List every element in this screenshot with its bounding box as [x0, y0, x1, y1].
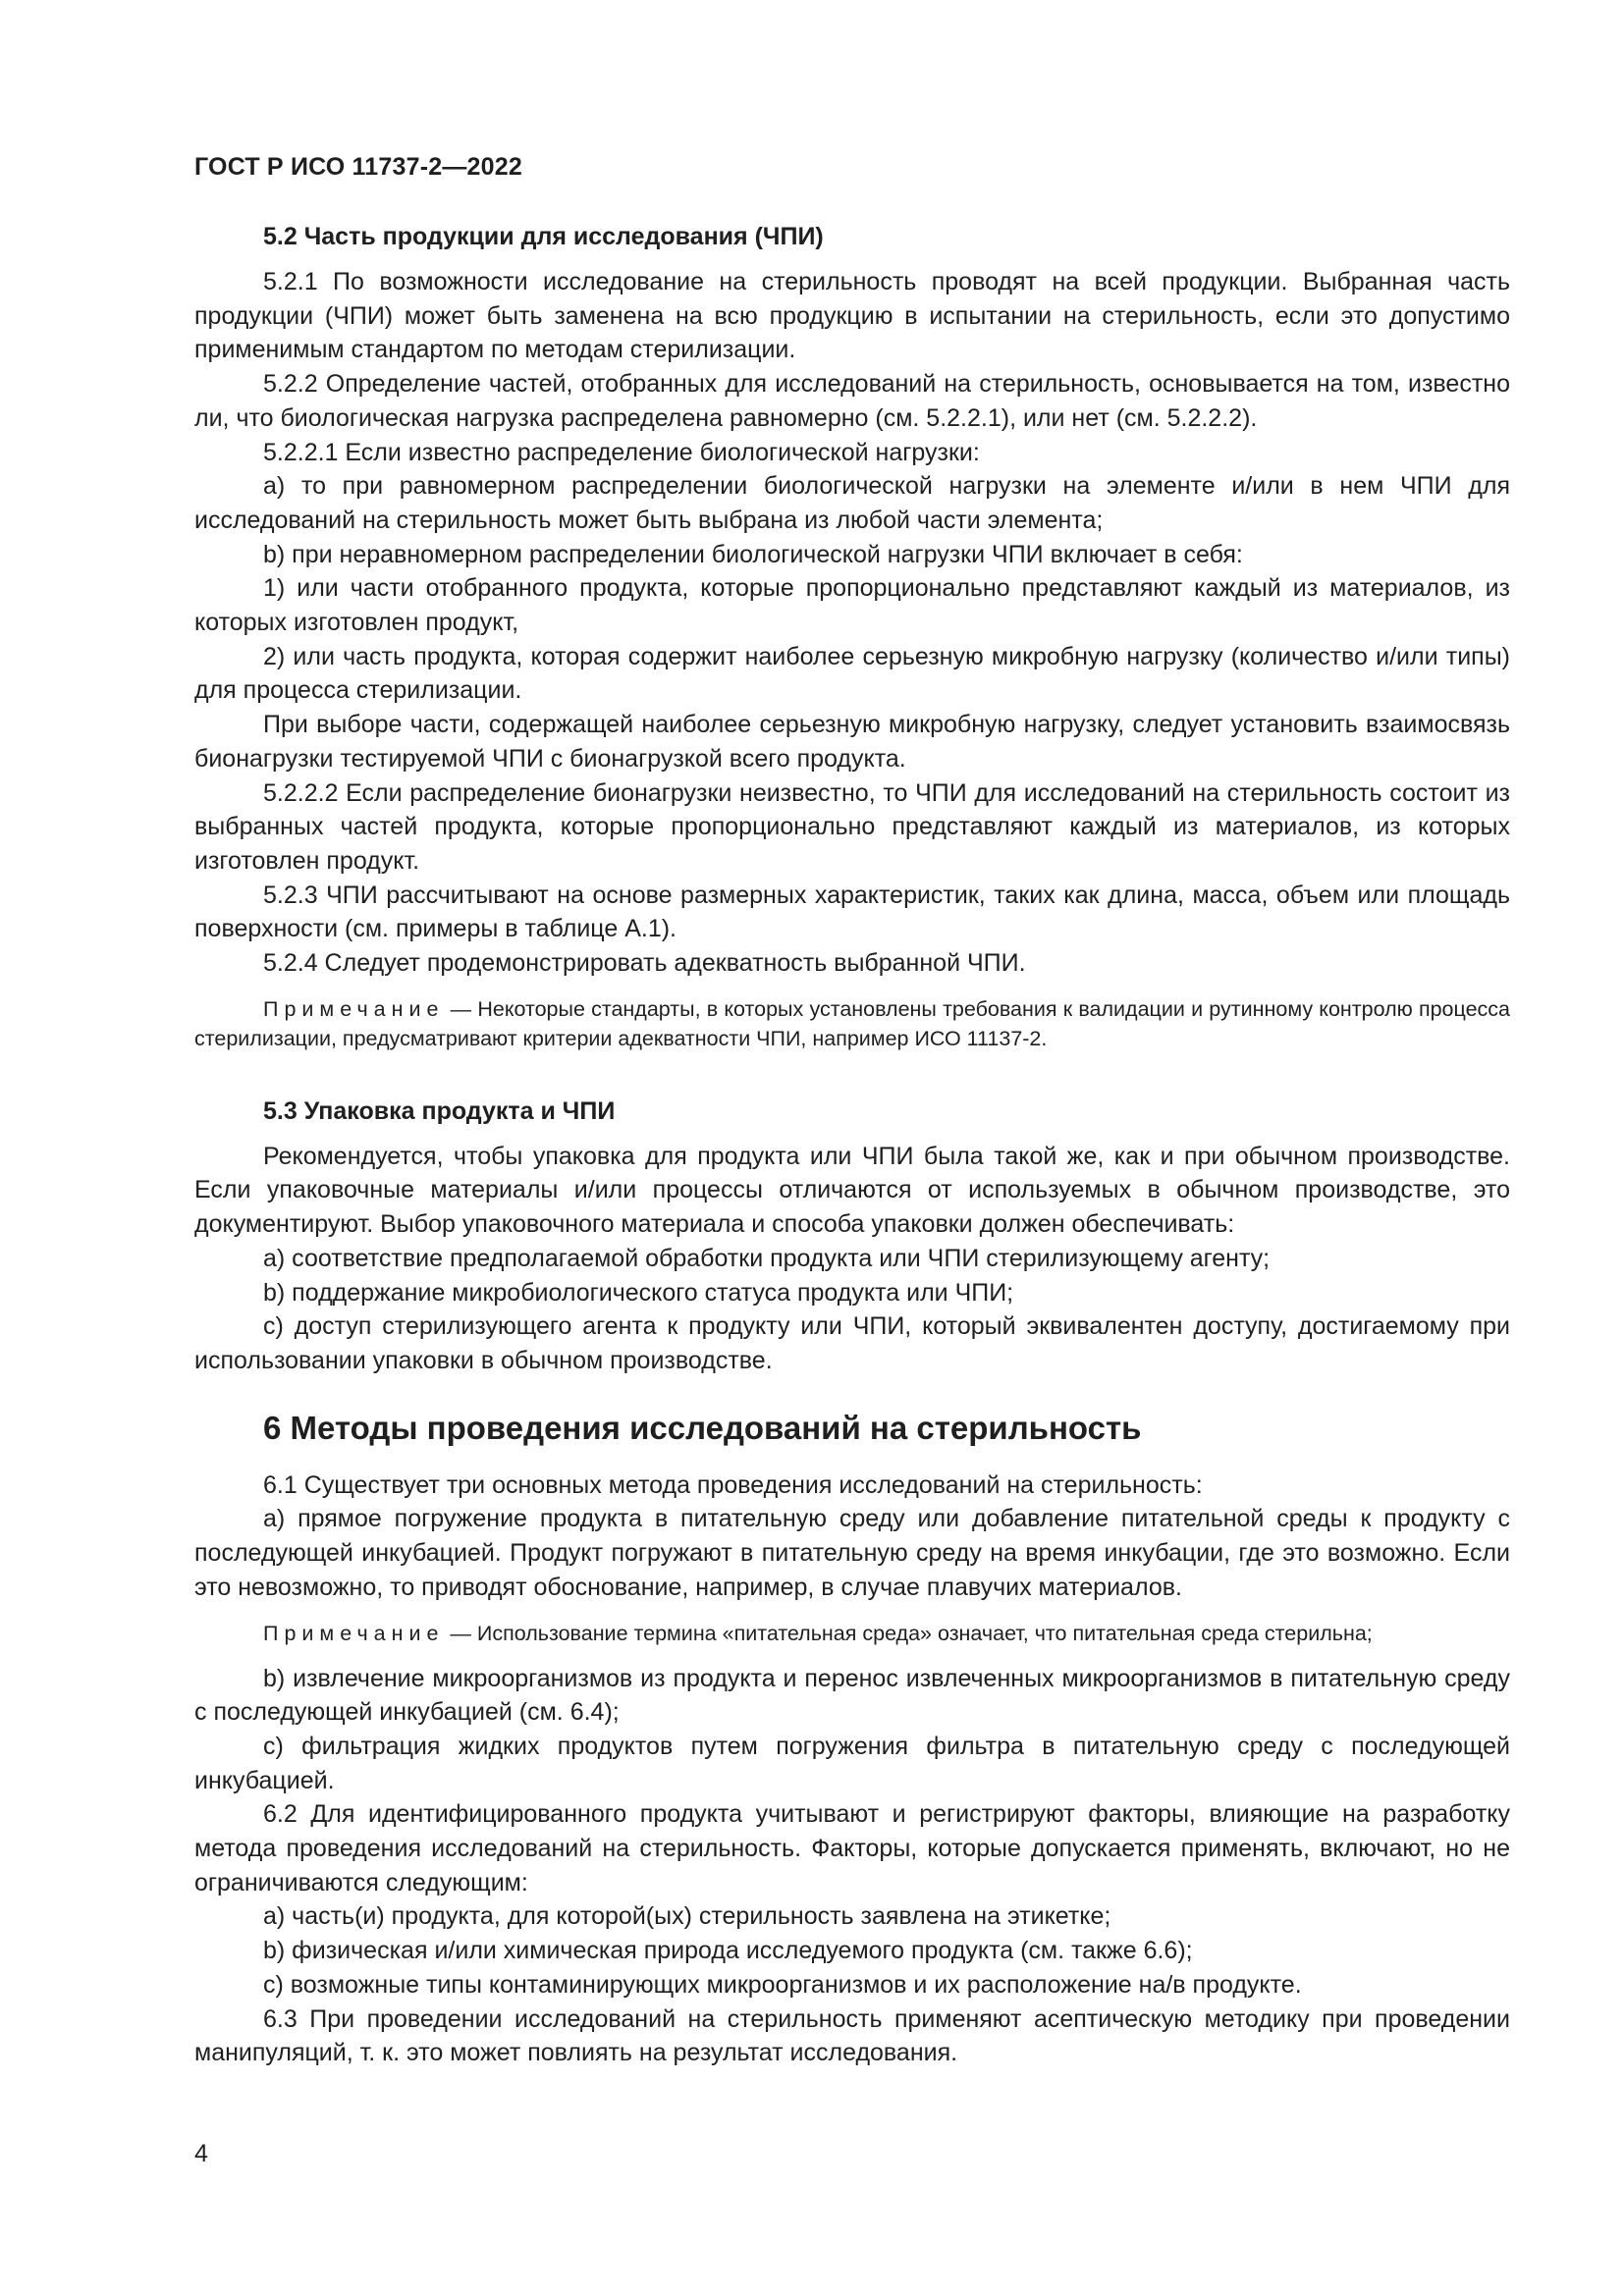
paragraph-6-1: 6.1 Существует три основных метода проведения исследований на стерильность: [263, 1470, 1203, 1499]
paragraph-5-2-2-2: 5.2.2.2 Если распределение бионагрузки неизвестно, то ЧПИ для исследований на стерильность состоит из выбранных частей продукта, которые пропорционально представляют каждый из материалов, из которых изготовлен продукт. [194, 778, 1510, 875]
list-item-b-1: 1) или части отобранного продукта, которые пропорционально представляют каждый из материалов, из которых изготовлен продукт, [194, 574, 1510, 637]
paragraph-5-2-2-1: 5.2.2.1 Если известно распределение биологической нагрузки: [263, 438, 980, 466]
page-content [194, 220, 1510, 2070]
list-item-b: b) при неравномерном распределении биологической нагрузки ЧПИ включает в себя: [263, 540, 1243, 568]
list-item-a: a) соответствие предполагаемой обработки продукта или ЧПИ стерилизующему агенту; [263, 1244, 1271, 1272]
paragraph-selection: При выборе части, содержащей наиболее серьезную микробную нагрузку, следует установить взаимосвязь бионагрузки тестируемой ЧПИ с бионагрузкой всего продукта. [194, 711, 1510, 773]
paragraph-5-2-1: 5.2.1 По возможности исследование на стерильность проводят на всей продукции. Выбранная часть продукции (ЧПИ) может быть заменена на всю продукцию в испытании на стерильность, если это допустимо применимым стандартом по методам стерилизации. [194, 268, 1510, 364]
list-item-a: a) прямое погружение продукта в питательную среду или добавление питательной среды к продукту с последующей инкубацией. Продукт погружают в питательную среду на время инкубации, где это возможно. Если это невозможно, то приводят обоснование, например, в случае плавучих материалов. [194, 1505, 1510, 1601]
note-text: — Некоторые стандарты, в которых установлены требования к валидации и рутинному контролю процесса стерилизации, предусматривают критерии адекватности ЧПИ, например ИСО 11137-2. [194, 996, 1510, 1050]
list-item-b: b) поддержание микробиологического статуса продукта или ЧПИ; [263, 1278, 1014, 1307]
list-item-c: c) возможные типы контаминирующих микроорганизмов и их расположение на/в продукте. [263, 1970, 1302, 1999]
paragraph-5-2-4: 5.2.4 Следует продемонстрировать адекватность выбранной ЧПИ. [263, 949, 1026, 978]
list-item-c: c) доступ стерилизующего агента к продукту или ЧПИ, который эквивалентен доступу, достигаемому при использовании упаковки в обычном производстве. [194, 1312, 1510, 1374]
list-item-b: b) извлечение микроорганизмов из продукта и перенос извлеченных микроорганизмов в питательную среду с последующей инкубацией (см. 6.4); [194, 1664, 1510, 1727]
list-item-a: a) то при равномерном распределении биологической нагрузки на элементе и/или в нем ЧПИ для исследований на стерильность может быть выбрана из любой части элемента; [194, 472, 1510, 534]
paragraph-6-3: 6.3 При проведении исследований на стерильность применяют асептическую методику при проведении манипуляций, т. к. это может повлиять на результат исследования. [194, 2004, 1510, 2067]
note-label: Примечание [263, 1621, 445, 1645]
document-header: ГОСТ Р ИСО 11737-2—2022 [194, 153, 522, 181]
note-text: — Использование термина «питательная среда» означает, что питательная среда стерильна; [444, 1621, 1373, 1645]
paragraph-6-2: 6.2 Для идентифицированного продукта учитывают и регистрируют факторы, влияющие на разработку метода проведения исследований на стерильность. Факторы, которые допускается применять, включают, но не ограничиваются следующим: [194, 1800, 1510, 1896]
list-item-b: b) физическая и/или химическая природа исследуемого продукта (см. также 6.6); [263, 1937, 1193, 1965]
list-item-a: a) часть(и) продукта, для которой(ых) стерильность заявлена на этикетке; [263, 1902, 1111, 1931]
note-6-1 [194, 1619, 1510, 1648]
section-5-2-heading: 5.2 Часть продукции для исследования (ЧПИ) [263, 223, 824, 250]
paragraph-5-2-3: 5.2.3 ЧПИ рассчитывают на основе размерных характеристик, таких как длина, масса, объем или площадь поверхности (см. примеры в таблице А.1). [194, 881, 1510, 943]
note-label: Примечание [263, 996, 445, 1021]
list-item-b-2: 2) или часть продукта, которая содержит наиболее серьезную микробную нагрузку (количество и/или типы) для процесса стерилизации. [194, 642, 1510, 705]
note-5-2 [194, 994, 1510, 1053]
section-6-heading: 6 Методы проведения исследований на стерильность [263, 1409, 1142, 1446]
list-item-c: c) фильтрация жидких продуктов путем погружения фильтра в питательную среду с последующей инкубацией. [194, 1732, 1510, 1794]
page-number: 4 [194, 2140, 208, 2167]
paragraph-5-3-intro: Рекомендуется, чтобы упаковка для продукта или ЧПИ была такой же, как и при обычном производстве. Если упаковочные материалы и/или процессы отличаются от используемых в обычном производстве, это документируют. Выбор упаковочного материала и способа упаковки должен обеспечивать: [194, 1142, 1510, 1239]
section-5-3-heading: 5.3 Упаковка продукта и ЧПИ [263, 1096, 616, 1125]
paragraph-5-2-2: 5.2.2 Определение частей, отобранных для исследований на стерильность, основывается на том, известно ли, что биологическая нагрузка распределена равномерно (см. 5.2.2.1), или нет (см. 5.2.2.2). [194, 370, 1510, 432]
